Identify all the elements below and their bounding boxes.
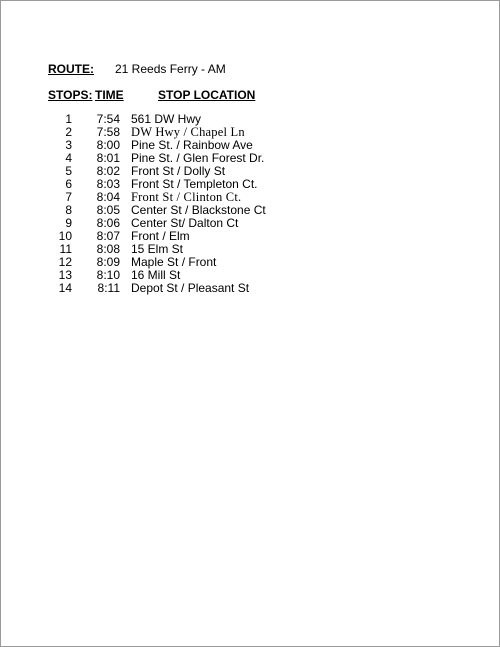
route-label: ROUTE: [48, 62, 94, 76]
table-row [48, 282, 348, 295]
stop-number: 7 [65, 190, 72, 204]
stop-location: Center St/ Dalton Ct [131, 216, 239, 230]
stop-time: 8:04 [96, 190, 120, 204]
stop-number: 9 [65, 216, 72, 230]
column-headers [48, 89, 308, 103]
stop-number: 6 [65, 177, 72, 191]
stop-time: 8:02 [96, 164, 120, 178]
stop-time: 7:58 [96, 125, 120, 139]
stop-number: 8 [65, 203, 72, 217]
stop-time: 8:11 [97, 281, 120, 295]
stop-number: 14 [58, 281, 72, 295]
stop-location: DW Hwy / Chapel Ln [131, 125, 245, 139]
time-column-header: TIME [95, 88, 124, 102]
stop-time: 8:00 [96, 138, 120, 152]
stop-location: 16 Mill St [131, 268, 181, 282]
stop-location: 15 Elm St [131, 242, 184, 256]
stop-location: Depot St / Pleasant St [131, 281, 250, 295]
table-row [48, 217, 348, 230]
stop-location: Center St / Blackstone Ct [131, 203, 266, 217]
stop-location: Front / Elm [131, 229, 190, 243]
table-row [48, 230, 348, 243]
table-row [48, 256, 348, 269]
stop-number: 5 [65, 164, 72, 178]
stop-time: 8:06 [96, 216, 120, 230]
stop-location: 561 DW Hwy [131, 112, 202, 126]
stop-number: 11 [59, 242, 72, 256]
stop-time: 7:54 [96, 112, 120, 126]
route-value: 21 Reeds Ferry - AM [115, 62, 226, 76]
stop-time: 8:01 [96, 151, 120, 165]
stop-time: 8:05 [96, 203, 120, 217]
stop-number: 10 [58, 229, 72, 243]
stop-time: 8:09 [96, 255, 120, 269]
stop-location: Pine St. / Rainbow Ave [131, 138, 253, 152]
stop-number: 3 [65, 138, 72, 152]
stop-location: Pine St. / Glen Forest Dr. [131, 151, 265, 165]
stop-number: 13 [58, 268, 72, 282]
stop-number: 12 [58, 255, 72, 269]
stop-time: 8:08 [96, 242, 120, 256]
stop-time: 8:10 [96, 268, 120, 282]
stop-location: Front St / Dolly St [131, 164, 226, 178]
stop-number: 4 [65, 151, 72, 165]
stop-location: Front St / Clinton Ct. [131, 190, 242, 204]
stop-time: 8:03 [96, 177, 120, 191]
stop-location: Maple St / Front [131, 255, 217, 269]
stop-number: 2 [65, 125, 72, 139]
stops-table [48, 113, 348, 295]
stop-location: Front St / Templeton Ct. [131, 177, 258, 191]
stops-column-header: STOPS: [48, 88, 93, 102]
stop-number: 1 [65, 112, 72, 126]
stop-time: 8:07 [96, 229, 120, 243]
stop-location-column-header: STOP LOCATION [158, 88, 256, 102]
